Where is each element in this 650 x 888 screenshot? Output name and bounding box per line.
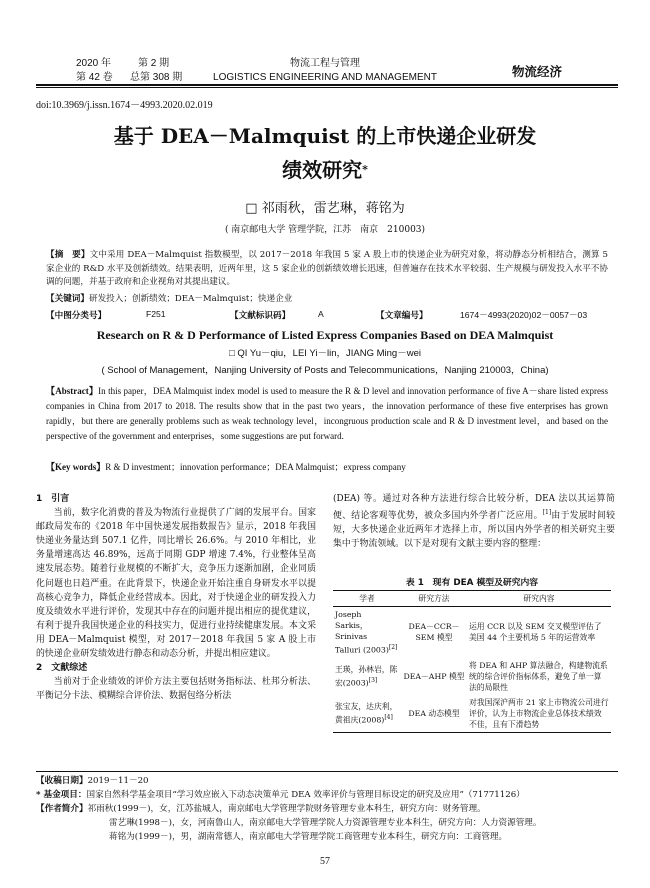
- title-footnote-mark: *: [362, 163, 368, 176]
- authors-en: □ QI Yu－qiu，LEI Yi－lin，JIANG Ming－wei: [229, 348, 421, 359]
- header-rule: [36, 84, 618, 86]
- section2-body: 当前对于企业绩效的评价方法主要包括财务指标法、杜邦分析法、平衡记分卡法、模糊综合评价法、数据包络分析法: [36, 677, 316, 702]
- footnote-bio: 【作者简介】祁雨秋(1999－)，女，江苏盐城人，南京邮电大学管理学院财务管理专业本科生，研究方向：财务管理。: [36, 804, 486, 814]
- paper-title-line2: 绩效研究*: [282, 158, 368, 182]
- abstract-en-text: In this paper，DEA Malmquist index model is used to measure the R & D level and innovation performance of five A－share listed express companies in China from 2017 to 2018. The results show that in the past two years，the innovation performance of these five enterprises has grown rapidly，but there are generally problems such as weak technology level，incongruous production scale and R & D investment level，and based on the perspective of the government and enterprises，some suggestions are put forward.: [46, 386, 608, 441]
- keywords-cn-text: 研发投入；创新绩效；DEA－Malmquist；快递企业: [88, 294, 293, 304]
- table-header-content: 研究内容: [467, 591, 611, 607]
- right-col-text2: 由于发展时间较短，大多快递企业近两年才选择上市，所以国内外学者的相关研究主要集中于物流领域。以下是对现有文献主要内容的整理：: [333, 511, 616, 550]
- footnote-rule: [36, 771, 618, 772]
- footnote-received: 【收稿日期】2019－11－20: [36, 776, 149, 786]
- table-header-method: 研究方法: [401, 591, 467, 607]
- keywords-en-text: R & D investment；innovation performance；DEA Malmquist；express company: [105, 462, 406, 472]
- right-column: [333, 492, 615, 551]
- section1-body: 当前，数字化消费的普及为物流行业提供了广阔的发展平台。国家邮政局发布的《2018 年中国快递发展指数报告》显示，2018 年我国快递业务量达到 507.1 亿件，同比增长 26.6%。与 2010 年相比，业务量增速高达 46.89%，远高于同期 GDP 增速 7.4%，行业整体呈高速发展态势。随着行业规模的不断扩大，竞争压力逐渐加剧，企业同质化问题也日趋严重。在此背景下，快递企业开始注重自身研发水平以提高核心竞争力，降低企业经营成本。因此，对于快递企业的研发投入力度及绩效水平进行评价，发现其中存在的问题并提出相应的提优建议，有利于提升我国快递企业的科技实力，促进行业持续健康发展。本文采用 DEA－Malmquist 模型，对 2017－2018 年我国 5 家 A 股上市的快递企业研发绩效进行静态和动态分析，并提出相应建议。: [36, 508, 316, 660]
- paper-title-line1: 基于 DEA－Malmquist 的上市快递企业研发: [113, 124, 537, 148]
- clc-label: 【中图分类号】: [46, 310, 107, 320]
- header-rule-thin: [36, 87, 618, 88]
- keywords-en: [46, 460, 608, 473]
- footnote-bio3: 蒋铭为(1999－)，男，湖南常德人，南京邮电大学管理学院工商管理专业本科生，研究方向：工商管理。: [109, 832, 508, 842]
- code-label: 【文献标识码】: [230, 310, 291, 320]
- authors-cn: □ 祁雨秋，雷艺琳，蒋铭为: [245, 201, 405, 216]
- abstract-cn-label: 【摘 要】: [46, 250, 90, 260]
- affiliation-en: ( School of Management，Nanjing University of Posts and Telecommunications，Nanjing 210003，China): [101, 365, 549, 376]
- header-total: 总第 308 期: [130, 72, 183, 83]
- table-header-scholar: 学者: [333, 591, 401, 607]
- keywords-cn-label: 【关键词】: [46, 294, 89, 304]
- keywords-en-label: 【Key words】: [46, 462, 106, 472]
- footnote-bio2: 雷艺琳(1998－)，女，河南鲁山人，南京邮电大学管理学院人力资源管理专业本科生，研究方向：人力资源管理。: [109, 818, 542, 828]
- section1-heading: 1 引言: [36, 494, 70, 504]
- keywords-cn: [46, 293, 608, 306]
- code-value: A: [318, 309, 324, 319]
- affiliation-cn: ( 南京邮电大学 管理学院，江苏 南京 210003): [224, 225, 426, 235]
- article-value: 1674－4993(2020)02－0057－03: [460, 310, 588, 320]
- footnote-fund: * 基金项目：国家自然科学基金项目“学习效应嵌入下动态决策单元 DEA 效率评价与管理目标设定的研究及应用”（71771126）: [36, 790, 525, 800]
- header-year: 2020 年: [76, 58, 112, 69]
- section2-heading: 2 文献综述: [36, 663, 88, 674]
- ref-1: [1]: [542, 509, 552, 517]
- header-volume: 第 42 卷: [76, 72, 113, 83]
- abstract-cn: [46, 249, 608, 290]
- table-row: 张宝友，达庆利，黄祖庆(2008)[4] DEA 动态模型 对我国深沪两市 21 家上市物流公司进行评价，认为上市物流企业总体技术绩效不佳，且有下滑趋势: [333, 695, 611, 733]
- doi: doi:10.3969/j.issn.1674－4993.2020.02.019: [36, 100, 213, 111]
- header-issue: 第 2 期: [138, 58, 170, 69]
- table-row: 王瑛，孙林岩，陈宏(2003)[3] DEA－AHP 模型 将 DEA 和 AHP 算法融合，构建物流系统的综合评价指标体系，避免了单一算法的局限性: [335, 660, 608, 692]
- abstract-en: [46, 384, 608, 444]
- article-label: 【文章编号】: [376, 310, 428, 320]
- abstract-en-label: 【Abstract】: [46, 386, 99, 396]
- literature-table: [333, 590, 611, 733]
- right-col-text: (DEA) 等。通过对各种方法进行综合比较分析，DEA 法以其运算简便、结论客观等优势，被众多国内外学者广泛应用。: [333, 494, 615, 522]
- page-number: 57: [320, 856, 330, 867]
- abstract-cn-text: 文中采用 DEA－Malmquist 指数模型，以 2017－2018 年我国 5 家 A 股上市的快递企业为研究对象，将动静态分析相结合，测算 5 家企业的 R&D 水平及创新绩效。结果表明，近两年里，这 5 家企业的创新绩效增长迅速，但普遍存在技术水平较弱、生产规模与研发投入水平不协调的问题，并基于政府和企业视角对其提出建议。: [46, 250, 608, 287]
- table-row: Joseph Sarkis，Srinivas Talluri (2003)[2] DEA－CCR－SEM 模型 运用 CCR 以及 SEM 交叉模型评估了美国 44 个主要机场 5 年的运营效率: [335, 610, 602, 655]
- paper-title-en: Research on R & D Performance of Listed Express Companies Based on DEA Malmquist: [96, 328, 554, 342]
- left-column: [36, 492, 316, 703]
- table-caption: 表 1 现有 DEA 模型及研究内容: [405, 578, 539, 588]
- clc-value: F251: [146, 309, 166, 319]
- header-section: 物流经济: [512, 64, 563, 79]
- header-journal-en: LOGISTICS ENGINEERING AND MANAGEMENT: [213, 72, 437, 83]
- header-journal-cn: 物流工程与管理: [290, 58, 360, 69]
